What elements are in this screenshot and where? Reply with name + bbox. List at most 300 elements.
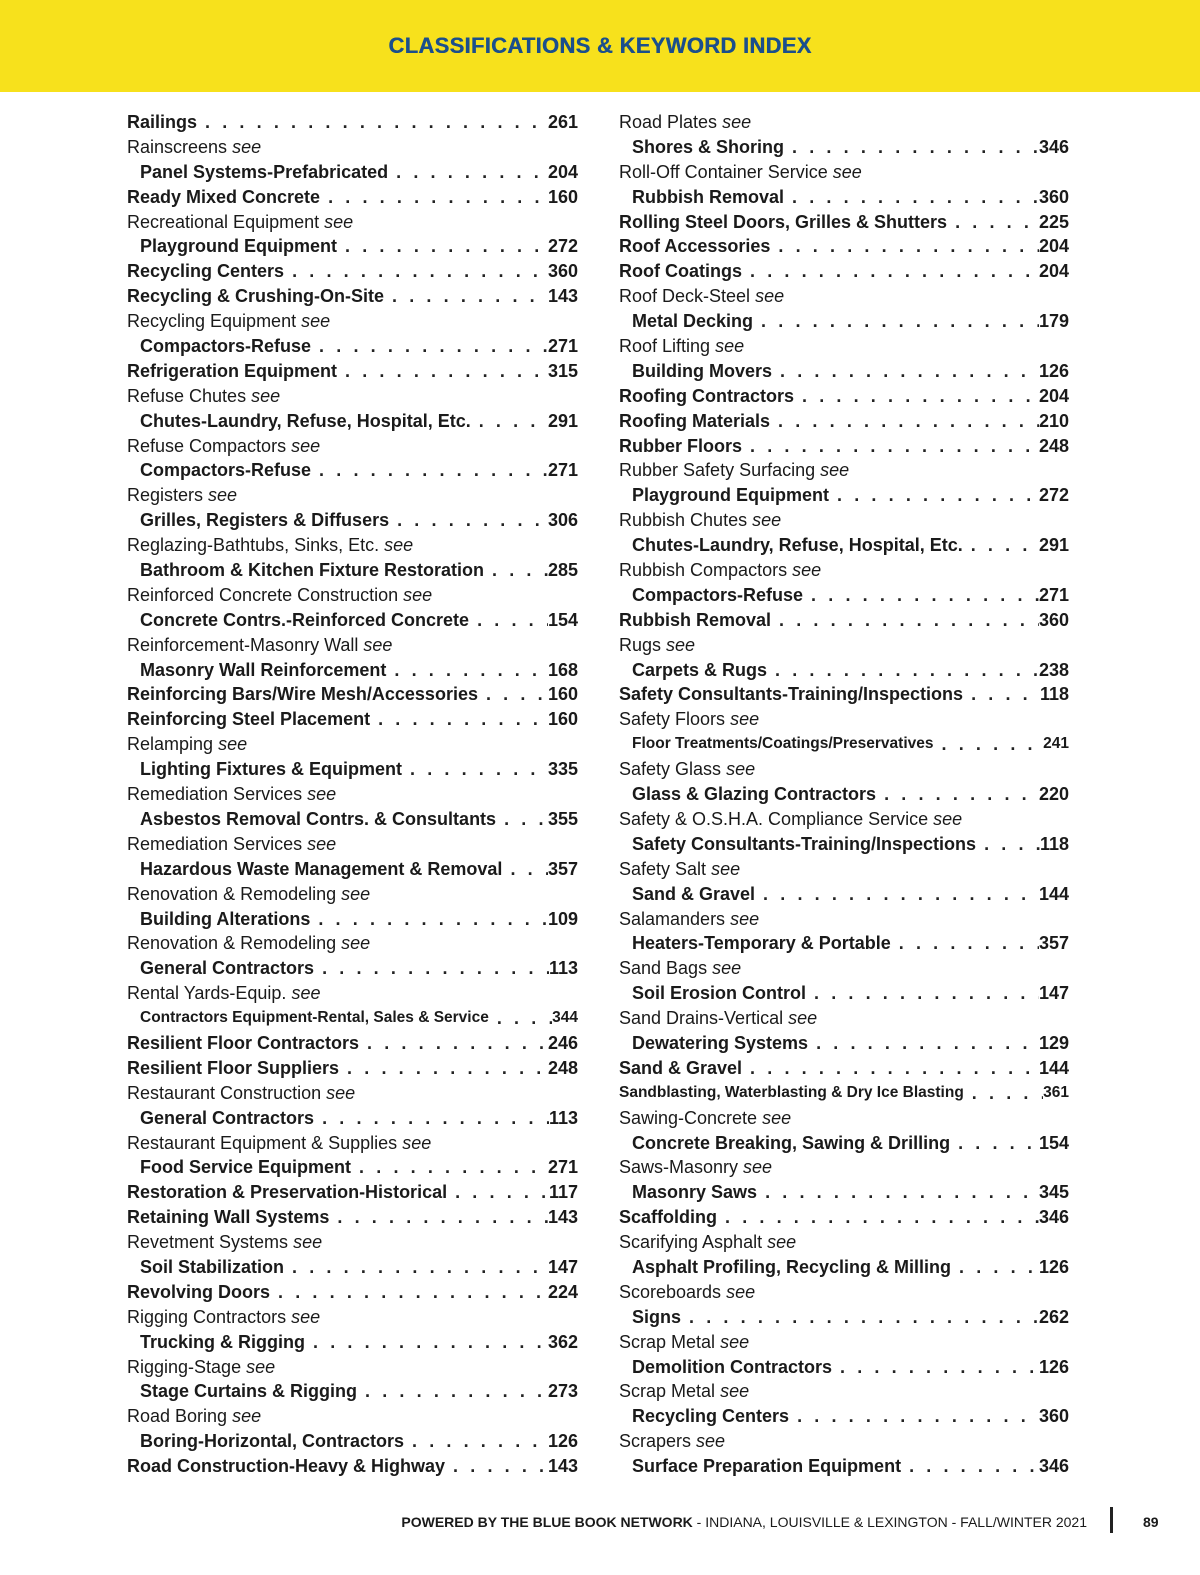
index-column-left xyxy=(127,110,578,1479)
entry-page-number: 126 xyxy=(1038,360,1069,381)
reference-term: Rental Yards-Equip. xyxy=(127,983,287,1004)
entry-name: Boring-Horizontal, Contractors xyxy=(140,1431,404,1452)
dot-leader xyxy=(976,832,1040,857)
index-entry-row xyxy=(619,210,1069,235)
see-label: see xyxy=(767,1232,797,1253)
entry-name: Road Construction-Heavy & Highway xyxy=(127,1456,446,1477)
entry-page-number: 346 xyxy=(1038,1456,1069,1477)
entry-name: Floor Treatments/Coatings/Preservatives xyxy=(632,735,934,753)
index-entry-row xyxy=(127,707,578,732)
see-target-row xyxy=(619,981,1069,1006)
entry-page-number: 129 xyxy=(1038,1032,1069,1053)
reference-term: Scrap Metal xyxy=(619,1381,716,1402)
index-entry-row xyxy=(619,234,1069,259)
see-target-row xyxy=(127,608,578,633)
see-target-row xyxy=(619,185,1069,210)
entry-page-number: 262 xyxy=(1038,1306,1069,1327)
cross-reference-row xyxy=(619,558,1069,583)
entry-page-number: 248 xyxy=(1038,435,1069,456)
dot-leader xyxy=(339,1056,548,1081)
see-label: see xyxy=(218,734,248,755)
dot-leader xyxy=(772,359,1039,384)
cross-reference-row xyxy=(619,1280,1069,1305)
entry-page-number: 126 xyxy=(1038,1356,1069,1377)
index-entry-row xyxy=(619,1081,1069,1106)
entry-page-number: 344 xyxy=(552,1009,578,1027)
see-label: see xyxy=(291,435,321,456)
see-target-row xyxy=(619,1404,1069,1429)
entry-name: Soil Erosion Control xyxy=(632,983,806,1004)
entry-page-number: 360 xyxy=(1038,1406,1069,1427)
dot-leader xyxy=(755,882,1039,907)
cross-reference-row xyxy=(127,931,578,956)
entry-page-number: 113 xyxy=(548,958,578,979)
entry-name: Building Alterations xyxy=(140,908,311,929)
entry-page-number: 357 xyxy=(1038,933,1069,954)
see-target-row xyxy=(127,558,578,583)
cross-reference-row xyxy=(619,284,1069,309)
reference-term: Safety & O.S.H.A. Compliance Service xyxy=(619,808,929,829)
cross-reference-row xyxy=(619,110,1069,135)
entry-page-number: 144 xyxy=(1038,1057,1069,1078)
see-target-row xyxy=(619,533,1069,558)
entry-name: Surface Preparation Equipment xyxy=(632,1456,902,1477)
cross-reference-row xyxy=(127,483,578,508)
dot-leader xyxy=(767,658,1039,683)
entry-name: Reinforcing Steel Placement xyxy=(127,709,371,730)
see-label: see xyxy=(341,933,371,954)
reference-term: Reinforced Concrete Construction xyxy=(127,584,399,605)
see-label: see xyxy=(730,908,760,929)
see-target-row xyxy=(619,135,1069,160)
reference-term: Scoreboards xyxy=(619,1281,722,1302)
entry-page-number: 291 xyxy=(547,410,578,431)
entry-name: Masonry Wall Reinforcement xyxy=(140,659,387,680)
cross-reference-row xyxy=(127,533,578,558)
entry-name: Refrigeration Equipment xyxy=(127,360,338,381)
dot-leader xyxy=(934,732,1044,757)
dot-leader xyxy=(337,234,548,259)
reference-term: Rubbish Compactors xyxy=(619,560,788,581)
cross-reference-row xyxy=(619,1155,1069,1180)
reference-term: Roof Lifting xyxy=(619,336,711,357)
entry-name: Trucking & Rigging xyxy=(140,1331,305,1352)
entry-name: Ready Mixed Concrete xyxy=(127,186,321,207)
entry-name: Asbestos Removal Contrs. & Consultants xyxy=(140,808,497,829)
entry-page-number: 225 xyxy=(1038,211,1069,232)
reference-term: Sawing-Concrete xyxy=(619,1107,758,1128)
entry-name: Sand & Gravel xyxy=(632,883,756,904)
see-label: see xyxy=(326,1082,356,1103)
entry-name: Roofing Materials xyxy=(619,410,771,431)
entry-page-number: 143 xyxy=(547,1207,578,1228)
reference-term: Salamanders xyxy=(619,908,726,929)
entry-name: Sandblasting, Waterblasting & Dry Ice Blasting xyxy=(619,1083,964,1101)
entry-name: Heaters-Temporary & Portable xyxy=(632,933,891,954)
entry-page-number: 210 xyxy=(1038,410,1069,431)
dot-leader xyxy=(806,981,1039,1006)
entry-page-number: 126 xyxy=(547,1431,578,1452)
index-entry-row xyxy=(619,409,1069,434)
entry-name: Railings xyxy=(127,112,198,132)
dot-leader xyxy=(963,533,1039,558)
see-label: see xyxy=(933,808,963,829)
cross-reference-row xyxy=(127,135,578,160)
footer-text xyxy=(401,1514,1087,1530)
entry-page-number: 346 xyxy=(1038,1207,1069,1228)
cross-reference-row xyxy=(619,1006,1069,1031)
entry-name: Retaining Wall Systems xyxy=(127,1207,330,1228)
cross-reference-row xyxy=(127,832,578,857)
see-target-row xyxy=(127,458,578,483)
see-label: see xyxy=(232,1406,262,1427)
see-target-row xyxy=(127,1006,578,1031)
entry-name: Carpets & Rugs xyxy=(632,659,768,680)
reference-term: Recreational Equipment xyxy=(127,211,320,232)
entry-page-number: 335 xyxy=(547,759,578,780)
see-label: see xyxy=(820,460,850,481)
index-entry-row xyxy=(127,259,578,284)
reference-term: Road Plates xyxy=(619,112,718,132)
see-target-row xyxy=(127,658,578,683)
see-target-row xyxy=(127,857,578,882)
dot-leader xyxy=(742,434,1039,459)
entry-name: Recycling Centers xyxy=(127,261,285,282)
dot-leader xyxy=(496,807,548,832)
entry-name: Recycling Centers xyxy=(632,1406,790,1427)
entry-name: Roof Accessories xyxy=(619,236,771,257)
entry-name: Chutes-Laundry, Refuse, Hospital, Etc. xyxy=(632,535,963,556)
dot-leader xyxy=(311,334,548,359)
see-target-row xyxy=(619,1031,1069,1056)
see-label: see xyxy=(720,1381,750,1402)
see-target-row xyxy=(619,782,1069,807)
dot-leader xyxy=(489,1006,552,1031)
entry-page-number: 360 xyxy=(547,261,578,282)
dot-leader xyxy=(284,1255,548,1280)
dot-leader xyxy=(197,110,548,135)
dot-leader xyxy=(270,1280,548,1305)
entry-name: Asphalt Profiling, Recycling & Milling xyxy=(632,1256,952,1277)
dot-leader xyxy=(770,409,1039,434)
see-target-row xyxy=(619,832,1069,857)
dot-leader xyxy=(320,185,548,210)
cross-reference-row xyxy=(127,384,578,409)
entry-name: General Contractors xyxy=(140,1107,315,1128)
dot-leader xyxy=(386,658,548,683)
dot-leader xyxy=(478,682,548,707)
entry-name: Compactors-Refuse xyxy=(632,584,804,605)
entry-name: Restoration & Preservation-Historical xyxy=(127,1182,448,1203)
cross-reference-row xyxy=(619,458,1069,483)
reference-term: Registers xyxy=(127,485,204,506)
header-banner xyxy=(0,0,1200,92)
entry-page-number: 204 xyxy=(1038,261,1069,282)
dot-leader xyxy=(469,608,548,633)
index-entry-row xyxy=(127,1056,578,1081)
index-entry-row xyxy=(619,1205,1069,1230)
cross-reference-row xyxy=(619,160,1069,185)
see-label: see xyxy=(752,510,782,531)
entry-page-number: 113 xyxy=(548,1107,578,1128)
entry-name: Masonry Saws xyxy=(632,1182,758,1203)
see-target-row xyxy=(619,1454,1069,1479)
entry-name: Lighting Fixtures & Equipment xyxy=(140,759,402,780)
cross-reference-row xyxy=(127,782,578,807)
see-label: see xyxy=(715,336,745,357)
entry-name: Resilient Floor Contractors xyxy=(127,1032,360,1053)
index-entry-row xyxy=(127,1205,578,1230)
entry-name: Roofing Contractors xyxy=(619,385,794,406)
entry-name: Metal Decking xyxy=(632,311,754,332)
cross-reference-row xyxy=(127,210,578,235)
reference-term: Remediation Services xyxy=(127,784,303,805)
see-label: see xyxy=(743,1157,773,1178)
entry-name: Playground Equipment xyxy=(632,485,830,506)
see-label: see xyxy=(788,1008,818,1029)
index-entry-row xyxy=(619,608,1069,633)
dot-leader xyxy=(947,210,1039,235)
cross-reference-row xyxy=(619,857,1069,882)
entry-name: Concrete Contrs.-Reinforced Concrete xyxy=(140,609,470,630)
entry-name: Bathroom & Kitchen Fixture Restoration xyxy=(140,560,485,581)
reference-term: Rubbish Chutes xyxy=(619,510,748,531)
see-target-row xyxy=(619,1305,1069,1330)
reference-term: Refuse Compactors xyxy=(127,435,287,456)
see-target-row xyxy=(619,483,1069,508)
dot-leader xyxy=(742,1056,1039,1081)
dot-leader xyxy=(757,1180,1039,1205)
index-entry-row xyxy=(127,682,578,707)
cross-reference-row xyxy=(127,1131,578,1156)
reference-term: Saws-Masonry xyxy=(619,1157,739,1178)
dot-leader xyxy=(388,160,548,185)
entry-page-number: 109 xyxy=(547,908,578,929)
cross-reference-row xyxy=(619,1330,1069,1355)
dot-leader xyxy=(803,583,1039,608)
see-label: see xyxy=(722,112,752,132)
dot-leader xyxy=(964,1081,1043,1106)
reference-term: Remediation Services xyxy=(127,833,303,854)
entry-name: Reinforcing Bars/Wire Mesh/Accessories xyxy=(127,684,478,705)
see-label: see xyxy=(251,385,281,406)
entry-name: Glass & Glazing Contractors xyxy=(632,784,877,805)
dot-leader xyxy=(951,1255,1039,1280)
dot-leader xyxy=(784,135,1039,160)
entry-page-number: 154 xyxy=(1038,1132,1069,1153)
reference-term: Rubber Safety Surfacing xyxy=(619,460,816,481)
see-label: see xyxy=(307,833,337,854)
entry-name: Soil Stabilization xyxy=(140,1256,285,1277)
see-target-row xyxy=(619,882,1069,907)
cross-reference-row xyxy=(619,707,1069,732)
entry-name: Rubbish Removal xyxy=(619,609,772,630)
cross-reference-row xyxy=(619,1429,1069,1454)
dot-leader xyxy=(471,409,548,434)
see-label: see xyxy=(711,858,741,879)
reference-term: Relamping xyxy=(127,734,214,755)
dot-leader xyxy=(389,508,548,533)
dot-leader xyxy=(484,558,548,583)
see-target-row xyxy=(619,1131,1069,1156)
entry-page-number: 204 xyxy=(1038,385,1069,406)
entry-page-number: 248 xyxy=(547,1057,578,1078)
dot-leader xyxy=(681,1305,1039,1330)
dot-leader xyxy=(370,707,548,732)
see-target-row xyxy=(127,757,578,782)
entry-page-number: 362 xyxy=(547,1331,578,1352)
see-target-row xyxy=(619,1355,1069,1380)
index-entry-row xyxy=(127,1031,578,1056)
entry-page-number: 160 xyxy=(547,684,578,705)
entry-page-number: 118 xyxy=(1039,684,1069,705)
dot-leader xyxy=(753,309,1039,334)
entry-name: Playground Equipment xyxy=(140,236,338,257)
reference-term: Scarifying Asphalt xyxy=(619,1232,763,1253)
entry-page-number: 126 xyxy=(1038,1256,1069,1277)
index-entry-row xyxy=(619,259,1069,284)
dot-leader xyxy=(311,458,548,483)
entry-name: Food Service Equipment xyxy=(140,1157,352,1178)
entry-page-number: 273 xyxy=(547,1381,578,1402)
entry-name: Rubbish Removal xyxy=(632,186,785,207)
entry-name: Demolition Contractors xyxy=(632,1356,833,1377)
see-label: see xyxy=(291,983,321,1004)
index-entry-row xyxy=(619,434,1069,459)
see-target-row xyxy=(127,409,578,434)
entry-page-number: 361 xyxy=(1043,1083,1069,1101)
dot-leader xyxy=(808,1031,1039,1056)
entry-page-number: 147 xyxy=(1038,983,1069,1004)
entry-page-number: 220 xyxy=(1038,784,1069,805)
entry-name: Building Movers xyxy=(632,360,773,381)
index-entry-row xyxy=(127,359,578,384)
cross-reference-row xyxy=(619,1230,1069,1255)
entry-name: Rolling Steel Doors, Grilles & Shutters xyxy=(619,211,948,232)
reference-term: Reglazing-Bathtubs, Sinks, Etc. xyxy=(127,535,380,556)
entry-page-number: 246 xyxy=(547,1032,578,1053)
see-label: see xyxy=(291,1306,321,1327)
reference-term: Renovation & Remodeling xyxy=(127,933,337,954)
cross-reference-row xyxy=(619,1106,1069,1131)
entry-page-number: 261 xyxy=(547,112,578,132)
see-label: see xyxy=(324,211,354,232)
entry-page-number: 143 xyxy=(547,286,578,307)
index-entry-row xyxy=(619,682,1069,707)
see-label: see xyxy=(712,958,742,979)
dot-leader xyxy=(963,682,1040,707)
dot-leader xyxy=(876,782,1039,807)
reference-term: Scrapers xyxy=(619,1431,692,1452)
see-target-row xyxy=(619,931,1069,956)
index-entry-row xyxy=(619,384,1069,409)
see-target-row xyxy=(127,1429,578,1454)
see-label: see xyxy=(208,485,238,506)
cross-reference-row xyxy=(619,807,1069,832)
index-entry-row xyxy=(619,1056,1069,1081)
cross-reference-row xyxy=(619,907,1069,932)
index-entry-row xyxy=(127,110,578,135)
entry-name: Compactors-Refuse xyxy=(140,460,312,481)
dot-leader xyxy=(901,1454,1039,1479)
entry-name: Chutes-Laundry, Refuse, Hospital, Etc. xyxy=(140,410,471,431)
reference-term: Reinforcement-Masonry Wall xyxy=(127,634,359,655)
see-label: see xyxy=(726,1281,756,1302)
see-label: see xyxy=(384,535,414,556)
see-label: see xyxy=(726,759,756,780)
reference-term: Restaurant Equipment & Supplies xyxy=(127,1132,398,1153)
cross-reference-row xyxy=(127,633,578,658)
index-entry-row xyxy=(127,1280,578,1305)
entry-page-number: 160 xyxy=(547,709,578,730)
dot-leader xyxy=(832,1355,1039,1380)
footer-divider xyxy=(1110,1507,1113,1533)
see-target-row xyxy=(127,508,578,533)
cross-reference-row xyxy=(127,1404,578,1429)
reference-term: Road Boring xyxy=(127,1406,228,1427)
entry-page-number: 271 xyxy=(1038,584,1069,605)
reference-term: Restaurant Construction xyxy=(127,1082,322,1103)
see-label: see xyxy=(730,709,760,730)
entry-page-number: 315 xyxy=(547,360,578,381)
dot-leader xyxy=(502,857,548,882)
see-target-row xyxy=(619,583,1069,608)
cross-reference-row xyxy=(127,1305,578,1330)
dot-leader xyxy=(794,384,1039,409)
index-entry-row xyxy=(127,1180,578,1205)
dot-leader xyxy=(329,1205,548,1230)
cross-reference-row xyxy=(619,956,1069,981)
entry-name: Stage Curtains & Rigging xyxy=(140,1381,358,1402)
reference-term: Revetment Systems xyxy=(127,1232,289,1253)
index-entry-row xyxy=(127,185,578,210)
cross-reference-row xyxy=(619,633,1069,658)
entry-page-number: 204 xyxy=(547,161,578,182)
see-label: see xyxy=(792,560,822,581)
see-label: see xyxy=(696,1431,726,1452)
entry-page-number: 154 xyxy=(547,609,578,630)
dot-leader xyxy=(445,1454,548,1479)
reference-term: Refuse Chutes xyxy=(127,385,247,406)
reference-term: Roof Deck-Steel xyxy=(619,286,751,307)
entry-name: Contractors Equipment-Rental, Sales & Service xyxy=(140,1009,489,1027)
cross-reference-row xyxy=(127,882,578,907)
see-label: see xyxy=(232,136,262,157)
see-target-row xyxy=(127,956,578,981)
dot-leader xyxy=(402,757,548,782)
reference-term: Sand Bags xyxy=(619,958,708,979)
dot-leader xyxy=(337,359,548,384)
cross-reference-row xyxy=(127,1355,578,1380)
entry-name: Sand & Gravel xyxy=(619,1057,743,1078)
entry-name: General Contractors xyxy=(140,958,315,979)
entry-name: Roof Coatings xyxy=(619,261,742,282)
see-label: see xyxy=(307,784,337,805)
index-column-right xyxy=(619,110,1069,1479)
see-label: see xyxy=(402,1132,432,1153)
cross-reference-row xyxy=(619,757,1069,782)
entry-page-number: 168 xyxy=(547,659,578,680)
entry-name: Recycling & Crushing-On-Site xyxy=(127,286,385,307)
dot-leader xyxy=(351,1155,548,1180)
page-title: CLASSIFICATIONS & KEYWORD INDEX xyxy=(388,33,812,58)
entry-page-number: 147 xyxy=(547,1256,578,1277)
see-target-row xyxy=(619,1255,1069,1280)
dot-leader xyxy=(284,259,548,284)
see-label: see xyxy=(720,1331,750,1352)
entry-page-number: 271 xyxy=(547,336,578,357)
entry-page-number: 355 xyxy=(547,808,578,829)
